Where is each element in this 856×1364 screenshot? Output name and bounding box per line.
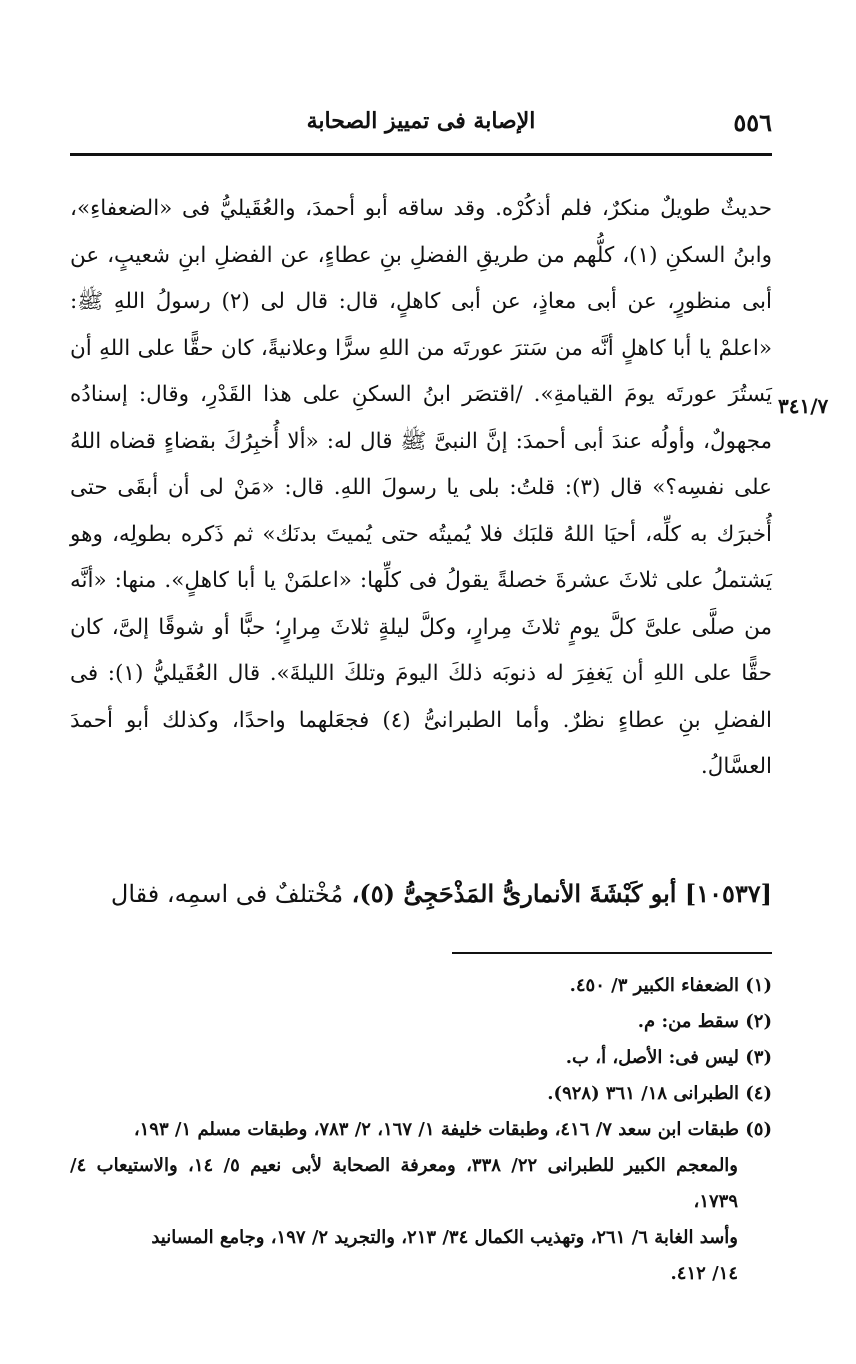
main-text	[70, 186, 772, 791]
header-rule	[70, 153, 772, 156]
footnote-5-line-3: وأسد الغابة ٦/ ٢٦١، وتهذيب الكمال ٣٤/ ٢١٣، والتجريد ٢/ ١٩٧، وجامع المسانيد	[151, 1227, 738, 1248]
footnote-number: (٥)	[745, 1119, 772, 1140]
footnote-text: سقط من: م.	[637, 1011, 739, 1032]
footnote-number: (٤)	[745, 1083, 772, 1104]
main-paragraph: حديثٌ طويلٌ منكرٌ، فلم أذكُرْه. وقد ساقه أبو أحمدَ، والعُقَيليُّ فى «الضعفاءِ»، وابنُ السكنِ (١)، كلُّهم من طريقِ الفضلِ بنِ عطاءٍ، عن الفضلِ ابنِ شعيبٍ، عن أبى منظورٍ، عن أبى معاذٍ، عن أبى كاهلٍ، قال: قال لى (٢) رسولُ اللهِ ﷺ: «اعلمْ يا أبا كاهلٍ أنَّه من سَترَ عورتَه من اللهِ سرًّا وعلانيةً، كان حقًّا على اللهِ أن يَستُرَ عورتَه يومَ القيامةِ». /اقتصَر ابنُ السكنِ على هذا القَدْرِ، وقال: إسنادُه مجهولٌ، وأولُه عندَ أبى أحمدَ: إنَّ النبىَّ ﷺ قال له: «ألا أُخبِرُكَ بقضاءٍ قضاه اللهُ على نفسِه؟» قال (٣): قلتُ: بلى يا رسولَ اللهِ. قال: «مَنْ لى أن أبقَى حتى أُخبرَك به كلِّه، أحيَا اللهُ قلبَك فلا يُميتُه حتى يُميتَ بدنَك» ثم ذَكره بطولِه، وهو يَشتملُ على ثلاثَ عشرةَ خصلةً يقولُ فى كلِّها: «اعلمَنْ يا أبا كاهلٍ». منها: «أنَّه من صلَّى علىَّ كلَّ يومٍ ثلاثَ مِرارٍ، وكلَّ ليلةٍ ثلاثَ مِرارٍ؛ حبًّا أو شوقًا إلىَّ، كان حقًّا على اللهِ أن يَغفِرَ له ذنوبَه ذلكَ اليومَ وتلكَ الليلةَ». قال العُقَيليُّ (١): فى الفضلِ بنِ عطاءٍ نظرٌ. وأما الطبرانىُّ (٤) فجعَلهما واحدًا، وكذلك أبو أحمدَ العسَّالُ.	[70, 196, 772, 779]
footnote-5-line-4: ١٤/ ٤١٢.	[670, 1263, 738, 1284]
page-number: ٥٥٦	[733, 108, 772, 137]
entry-continuation: مُخْتلفٌ فى اسمِه، فقال	[110, 880, 344, 908]
footnote-text: طبقات ابن سعد ٧/ ٤١٦، وطبقات خليفة ١/ ١٦٧، ٢/ ٧٨٣، وطبقات مسلم ١/ ١٩٣،	[133, 1119, 739, 1140]
entry-heading: [١٠٥٣٧] أبو كَبْشَةَ الأنمارىُّ المَذْحَجِىُّ (٥)،	[351, 879, 772, 908]
footnote-5	[70, 1112, 772, 1148]
footnote-text: الطبرانى ١٨/ ٣٦١ (٩٢٨).	[547, 1083, 739, 1104]
footnote-text: الضعفاء الكبير ٣/ ٤٥٠.	[569, 975, 739, 996]
footnote-5-line-2: والمعجم الكبير للطبرانى ٢٢/ ٣٣٨، ومعرفة الصحابة لأبى نعيم ٥/ ١٤، والاستيعاب ٤/ ١٧٣٩،	[70, 1155, 738, 1212]
footnote-2	[70, 1004, 772, 1040]
footnote-number: (١)	[745, 975, 772, 996]
footnote-3	[70, 1040, 772, 1076]
footnote-number: (٢)	[745, 1011, 772, 1032]
footnote-separator	[452, 952, 772, 954]
footnote-1	[70, 968, 772, 1004]
entry-heading-line	[70, 872, 772, 916]
footnotes	[70, 968, 772, 1292]
page-header	[70, 104, 772, 150]
footnote-text: ليس فى: الأصل، أ، ب.	[565, 1047, 739, 1068]
footnote-4	[70, 1076, 772, 1112]
margin-volume-page-ref: ٣٤١/٧	[778, 394, 829, 418]
footnote-number: (٣)	[745, 1047, 772, 1068]
running-title: الإصابة فى تمييز الصحابة	[306, 108, 536, 134]
